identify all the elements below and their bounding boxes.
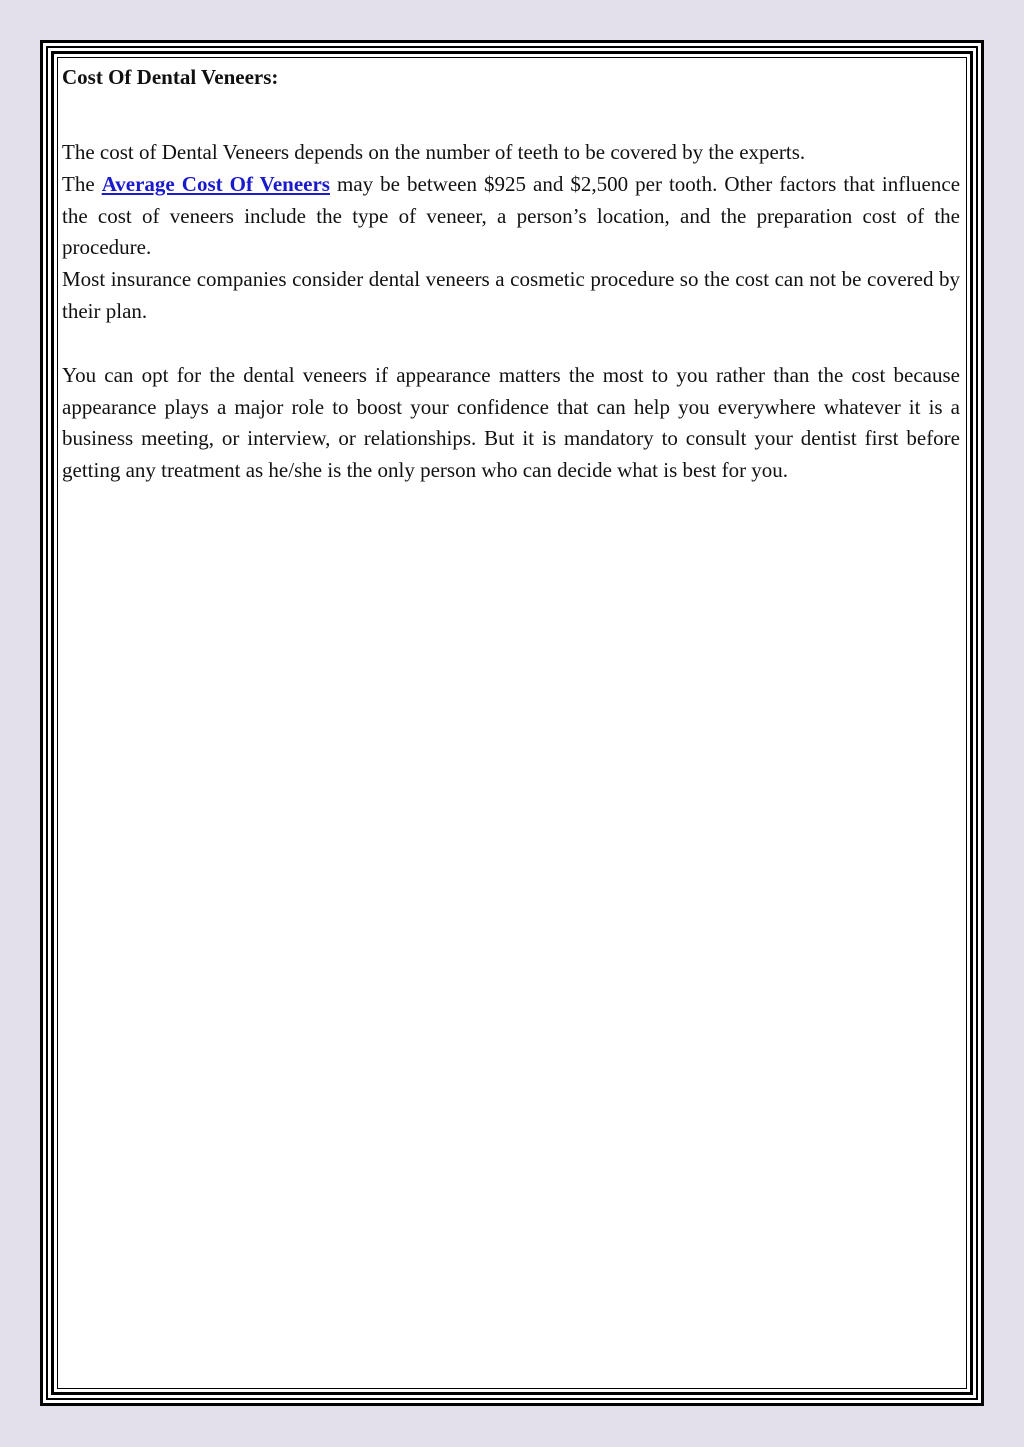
document-body (62, 60, 960, 487)
paragraph-suffix: may be between $925 and $2,500 per tooth. Other factors that influence the cost of veneers include the type of veneer, a person’s location, and the preparation cost of the procedure. (62, 171, 961, 260)
paragraph-appearance: You can opt for the dental veneers if appearance matters the most to you rather than the cost because appearance plays a major role to boost your confidence that can help you everywhere whatever it is a business meeting, or interview, or relationships. But it is mandatory to consult your dentist first before getting any treatment as he/she is the only person who can decide what is best for you. (62, 362, 960, 483)
paragraph-intro-line: The cost of Dental Veneers depends on the number of teeth to be covered by the experts. (62, 140, 806, 164)
paragraph-insurance: Most insurance companies consider dental veneers a cosmetic procedure so the cost can not be covered by their plan. (62, 267, 960, 323)
average-cost-link[interactable]: Average Cost Of Veneers (101, 171, 330, 196)
document-title: Cost Of Dental Veneers: (62, 65, 279, 89)
paragraph-average-cost (62, 169, 960, 264)
paragraph-spacer (62, 328, 960, 360)
paragraph-prefix: The (62, 171, 95, 196)
